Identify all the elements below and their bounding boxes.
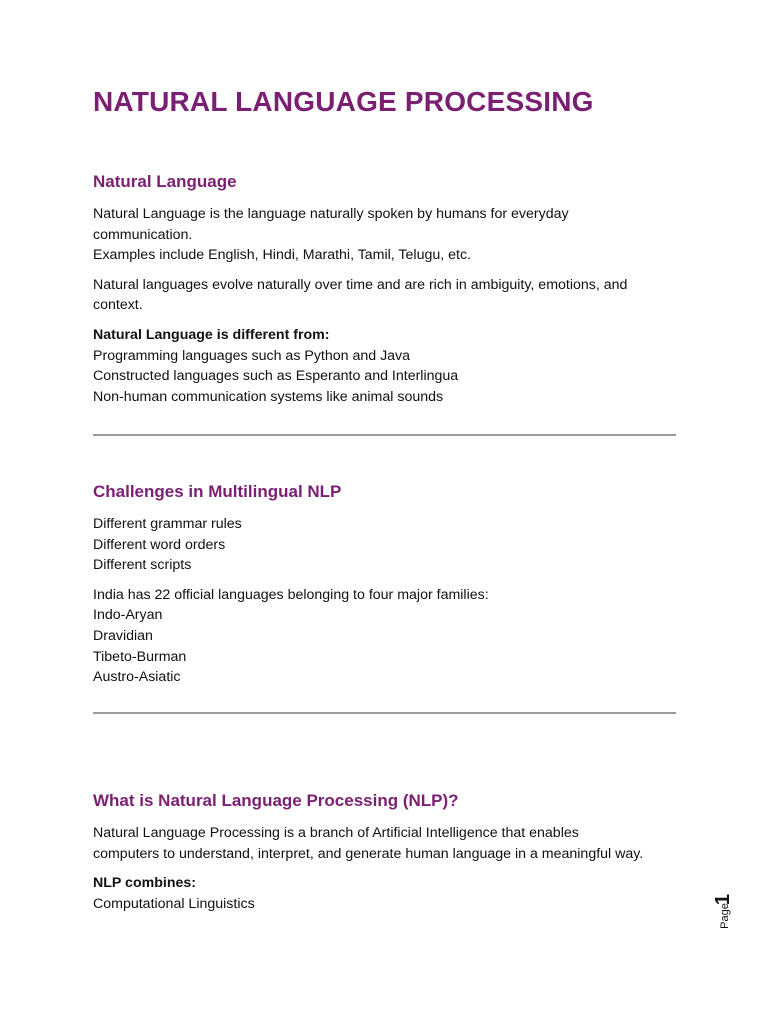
section-natural-language bbox=[93, 171, 677, 416]
paragraph bbox=[93, 873, 677, 914]
section-what-is-nlp bbox=[93, 790, 677, 923]
paragraph bbox=[93, 514, 677, 576]
paragraph bbox=[93, 585, 677, 688]
list-item: Different scripts bbox=[93, 557, 192, 574]
paragraph bbox=[93, 204, 677, 266]
text-line: Natural Language Processing is a branch of Artificial Intelligence that enables bbox=[93, 825, 579, 841]
page-number-value: 1 bbox=[712, 893, 735, 906]
list-item: Indo-Aryan bbox=[93, 607, 163, 624]
section-divider bbox=[93, 712, 676, 714]
list-item: Programming languages such as Python and Java bbox=[93, 347, 411, 364]
section-heading: Natural Language bbox=[93, 172, 237, 191]
text-line: India has 22 official languages belonging to four major families: bbox=[93, 586, 489, 603]
text-line: Examples include English, Hindi, Marathi, Tamil, Telugu, etc. bbox=[93, 247, 471, 264]
list-item: Constructed languages such as Esperanto and Interlingua bbox=[93, 368, 459, 385]
list-item: Computational Linguistics bbox=[93, 895, 255, 912]
list-item: Austro-Asiatic bbox=[93, 669, 181, 686]
paragraph bbox=[93, 275, 677, 316]
text-line: Natural Language is the language naturally spoken by humans for everyday bbox=[93, 206, 569, 222]
bold-lead: NLP combines: bbox=[93, 875, 197, 892]
bold-lead: Natural Language is different from: bbox=[93, 326, 330, 343]
text-line: Natural languages evolve naturally over time and are rich in ambiguity, emotions, and bbox=[93, 276, 628, 293]
paragraph bbox=[93, 823, 677, 864]
list-item: Different grammar rules bbox=[93, 516, 242, 532]
list-item: Dravidian bbox=[93, 627, 153, 644]
paragraph bbox=[93, 325, 677, 407]
section-heading: What is Natural Language Processing (NLP)? bbox=[93, 791, 459, 810]
list-item: Non-human communication systems like animal sounds bbox=[93, 388, 444, 405]
list-item: Different word orders bbox=[93, 536, 226, 553]
list-item: Tibeto-Burman bbox=[93, 648, 187, 665]
section-challenges bbox=[93, 481, 677, 697]
text-line: communication. bbox=[93, 226, 193, 243]
page-title: NATURAL LANGUAGE PROCESSING bbox=[93, 86, 594, 117]
section-heading: Challenges in Multilingual NLP bbox=[93, 482, 342, 501]
section-divider bbox=[93, 434, 676, 436]
page-number bbox=[712, 888, 740, 938]
page-label: Page bbox=[718, 903, 731, 929]
text-line: computers to understand, interpret, and generate human language in a meaningful way. bbox=[93, 845, 644, 862]
text-line: context. bbox=[93, 297, 143, 314]
